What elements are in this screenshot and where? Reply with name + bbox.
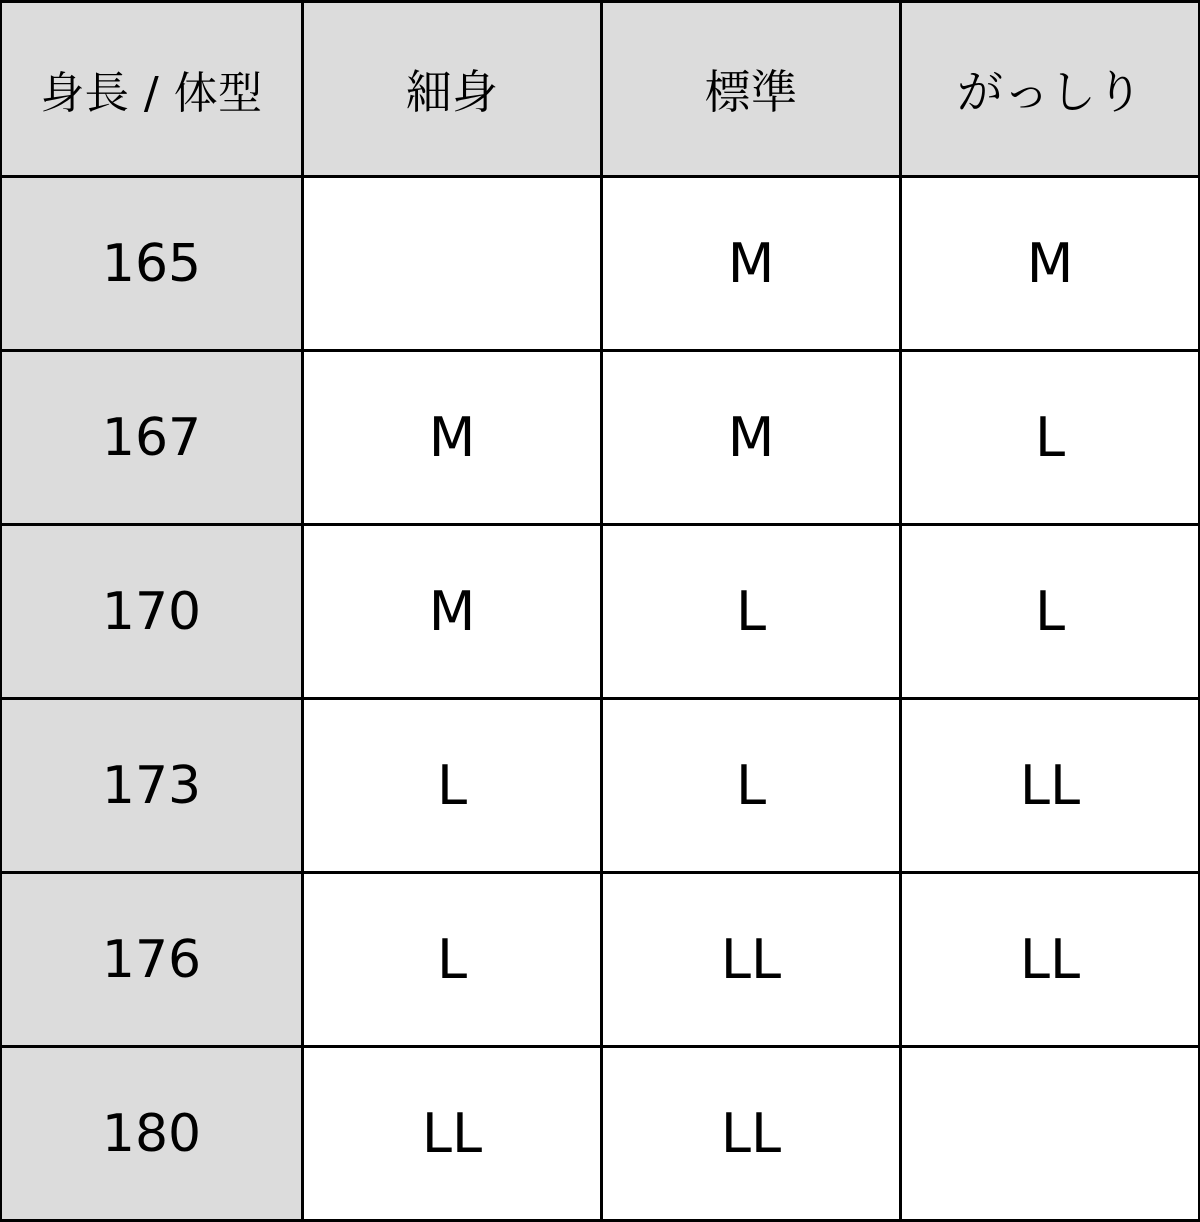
cell-standard: M (602, 351, 901, 525)
cell-sturdy: M (901, 177, 1200, 351)
cell-standard: LL (602, 1047, 901, 1221)
cell-slim: M (303, 351, 602, 525)
table-header (1, 2, 1200, 177)
table-row (1, 699, 1200, 873)
cell-sturdy: L (901, 351, 1200, 525)
cell-slim: LL (303, 1047, 602, 1221)
cell-standard: L (602, 525, 901, 699)
cell-standard: LL (602, 873, 901, 1047)
table-body (1, 177, 1200, 1221)
table-row (1, 177, 1200, 351)
row-header-height: 173 (1, 699, 303, 873)
cell-sturdy: L (901, 525, 1200, 699)
cell-sturdy (901, 1047, 1200, 1221)
table-row (1, 873, 1200, 1047)
cell-slim (303, 177, 602, 351)
table-row (1, 1047, 1200, 1221)
table-row (1, 525, 1200, 699)
cell-standard: L (602, 699, 901, 873)
row-header-height: 167 (1, 351, 303, 525)
row-header-height: 165 (1, 177, 303, 351)
header-cell-standard: 標準 (602, 2, 901, 177)
header-cell-slim: 細身 (303, 2, 602, 177)
row-header-height: 176 (1, 873, 303, 1047)
cell-slim: M (303, 525, 602, 699)
header-cell-sturdy: がっしり (901, 2, 1200, 177)
header-row (1, 2, 1200, 177)
cell-slim: L (303, 873, 602, 1047)
table-row (1, 351, 1200, 525)
header-cell-height-body-type: 身長 / 体型 (1, 2, 303, 177)
cell-sturdy: LL (901, 873, 1200, 1047)
cell-sturdy: LL (901, 699, 1200, 873)
row-header-height: 180 (1, 1047, 303, 1221)
cell-slim: L (303, 699, 602, 873)
row-header-height: 170 (1, 525, 303, 699)
cell-standard: M (602, 177, 901, 351)
